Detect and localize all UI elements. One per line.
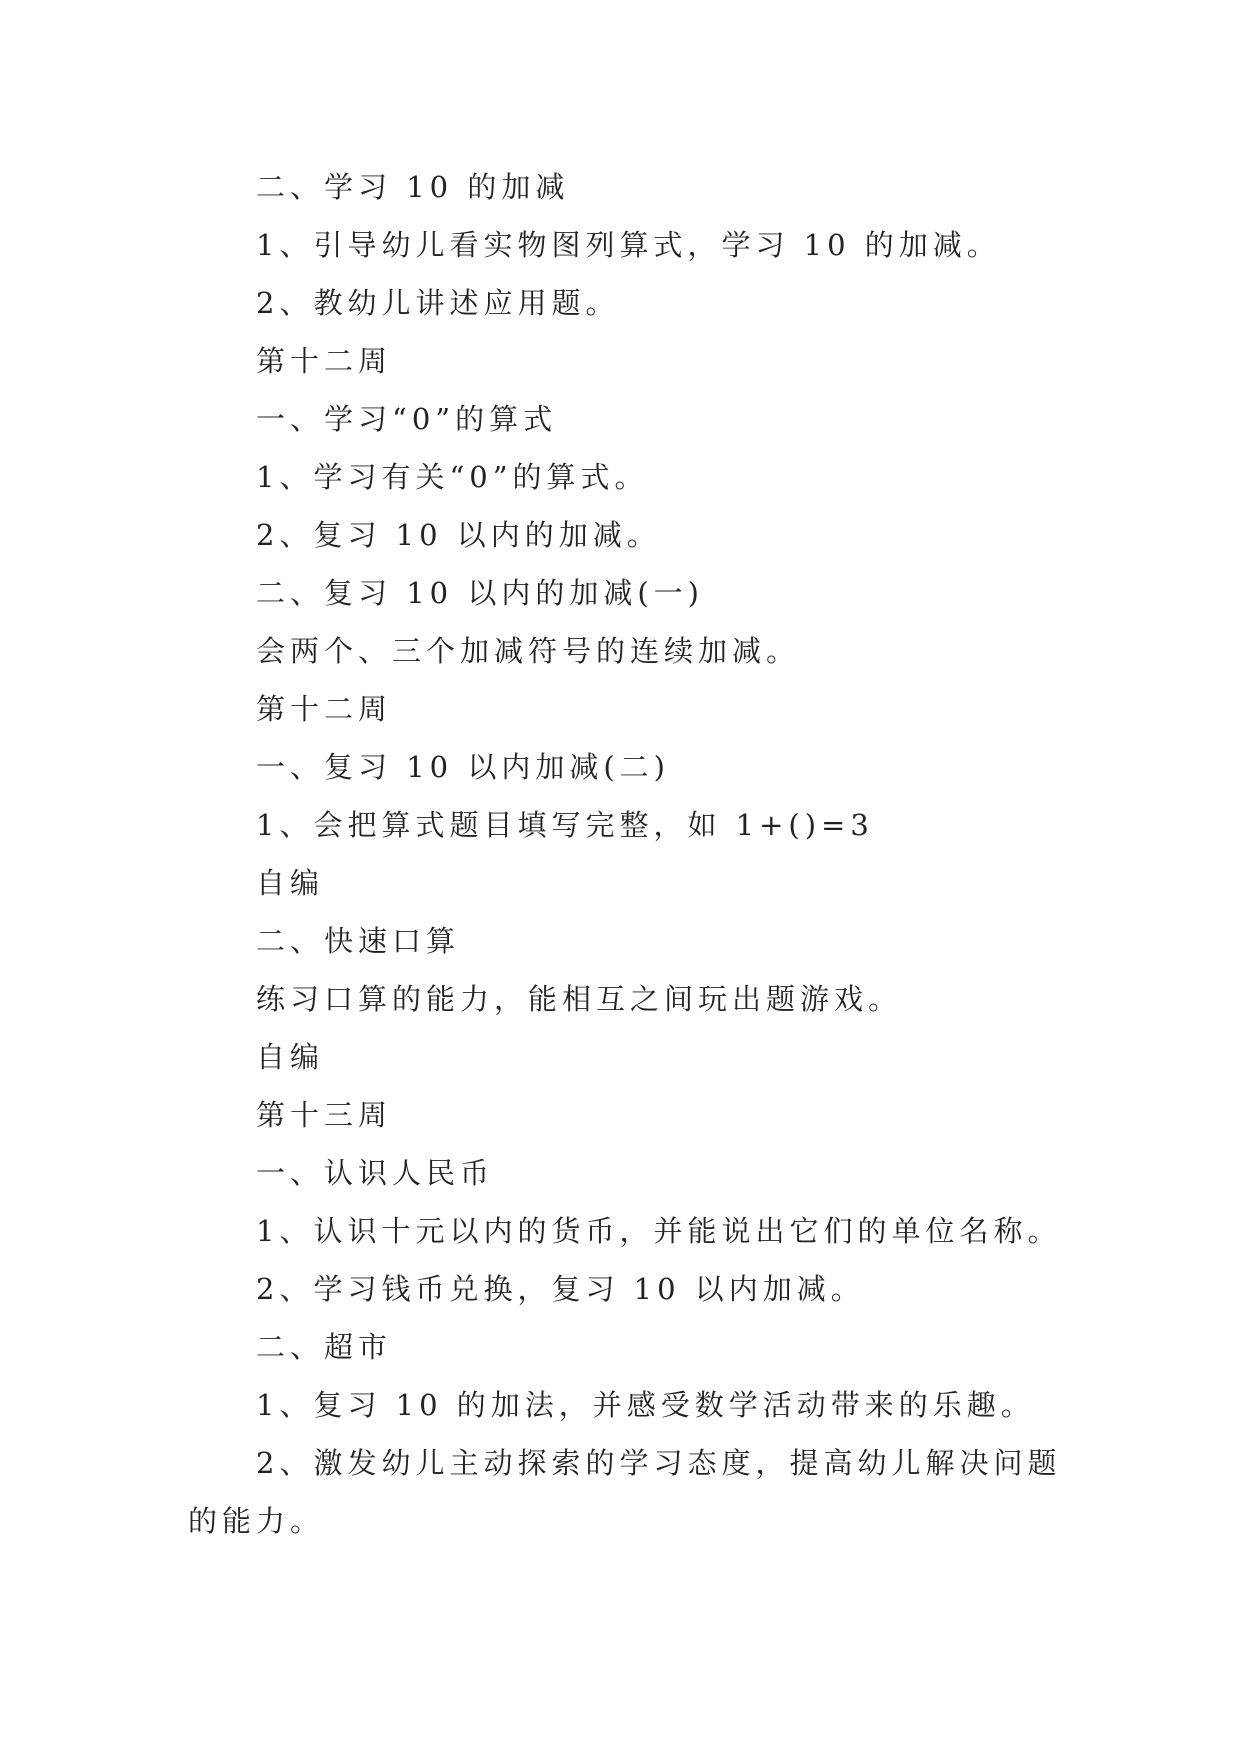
paragraph: 会两个、三个加减符号的连续加减。 <box>256 634 801 668</box>
section-heading: 二、复习 10 以内的加减(一) <box>256 576 704 610</box>
section-heading: 一、认识人民币 <box>256 1156 495 1190</box>
section-heading: 一、复习 10 以内加减(二) <box>256 750 670 784</box>
list-item: 2、教幼儿讲述应用题。 <box>256 286 620 320</box>
list-item: 1、复习 10 的加法，并感受数学活动带来的乐趣。 <box>256 1388 1035 1422</box>
list-item: 1、会把算式题目填写完整，如 1+()=3 <box>256 808 874 842</box>
paragraph: 练习口算的能力，能相互之间玩出题游戏。 <box>256 982 903 1016</box>
list-item: 2、学习钱币兑换，复习 10 以内加减。 <box>256 1272 865 1306</box>
source-note: 自编 <box>256 866 325 900</box>
week-heading: 第十二周 <box>256 692 393 726</box>
list-item: 2、激发幼儿主动探索的学习态度，提高幼儿解决问题的能力。 <box>188 1446 1062 1538</box>
week-heading: 第十三周 <box>256 1098 393 1132</box>
section-heading: 一、学习“0”的算式 <box>256 402 558 436</box>
list-item: 2、复习 10 以内的加减。 <box>256 518 661 552</box>
section-heading: 二、超市 <box>256 1330 393 1364</box>
week-heading: 第十二周 <box>256 344 393 378</box>
source-note: 自编 <box>256 1040 325 1074</box>
list-item: 1、学习有关“0”的算式。 <box>256 460 649 494</box>
list-item: 1、引导幼儿看实物图列算式，学习 10 的加减。 <box>256 228 1001 262</box>
section-heading: 二、学习 10 的加减 <box>256 170 570 204</box>
section-heading: 二、快速口算 <box>256 924 461 958</box>
document-body <box>188 158 1068 1550</box>
list-item: 1、认识十元以内的货币，并能说出它们的单位名称。 <box>256 1214 1062 1248</box>
